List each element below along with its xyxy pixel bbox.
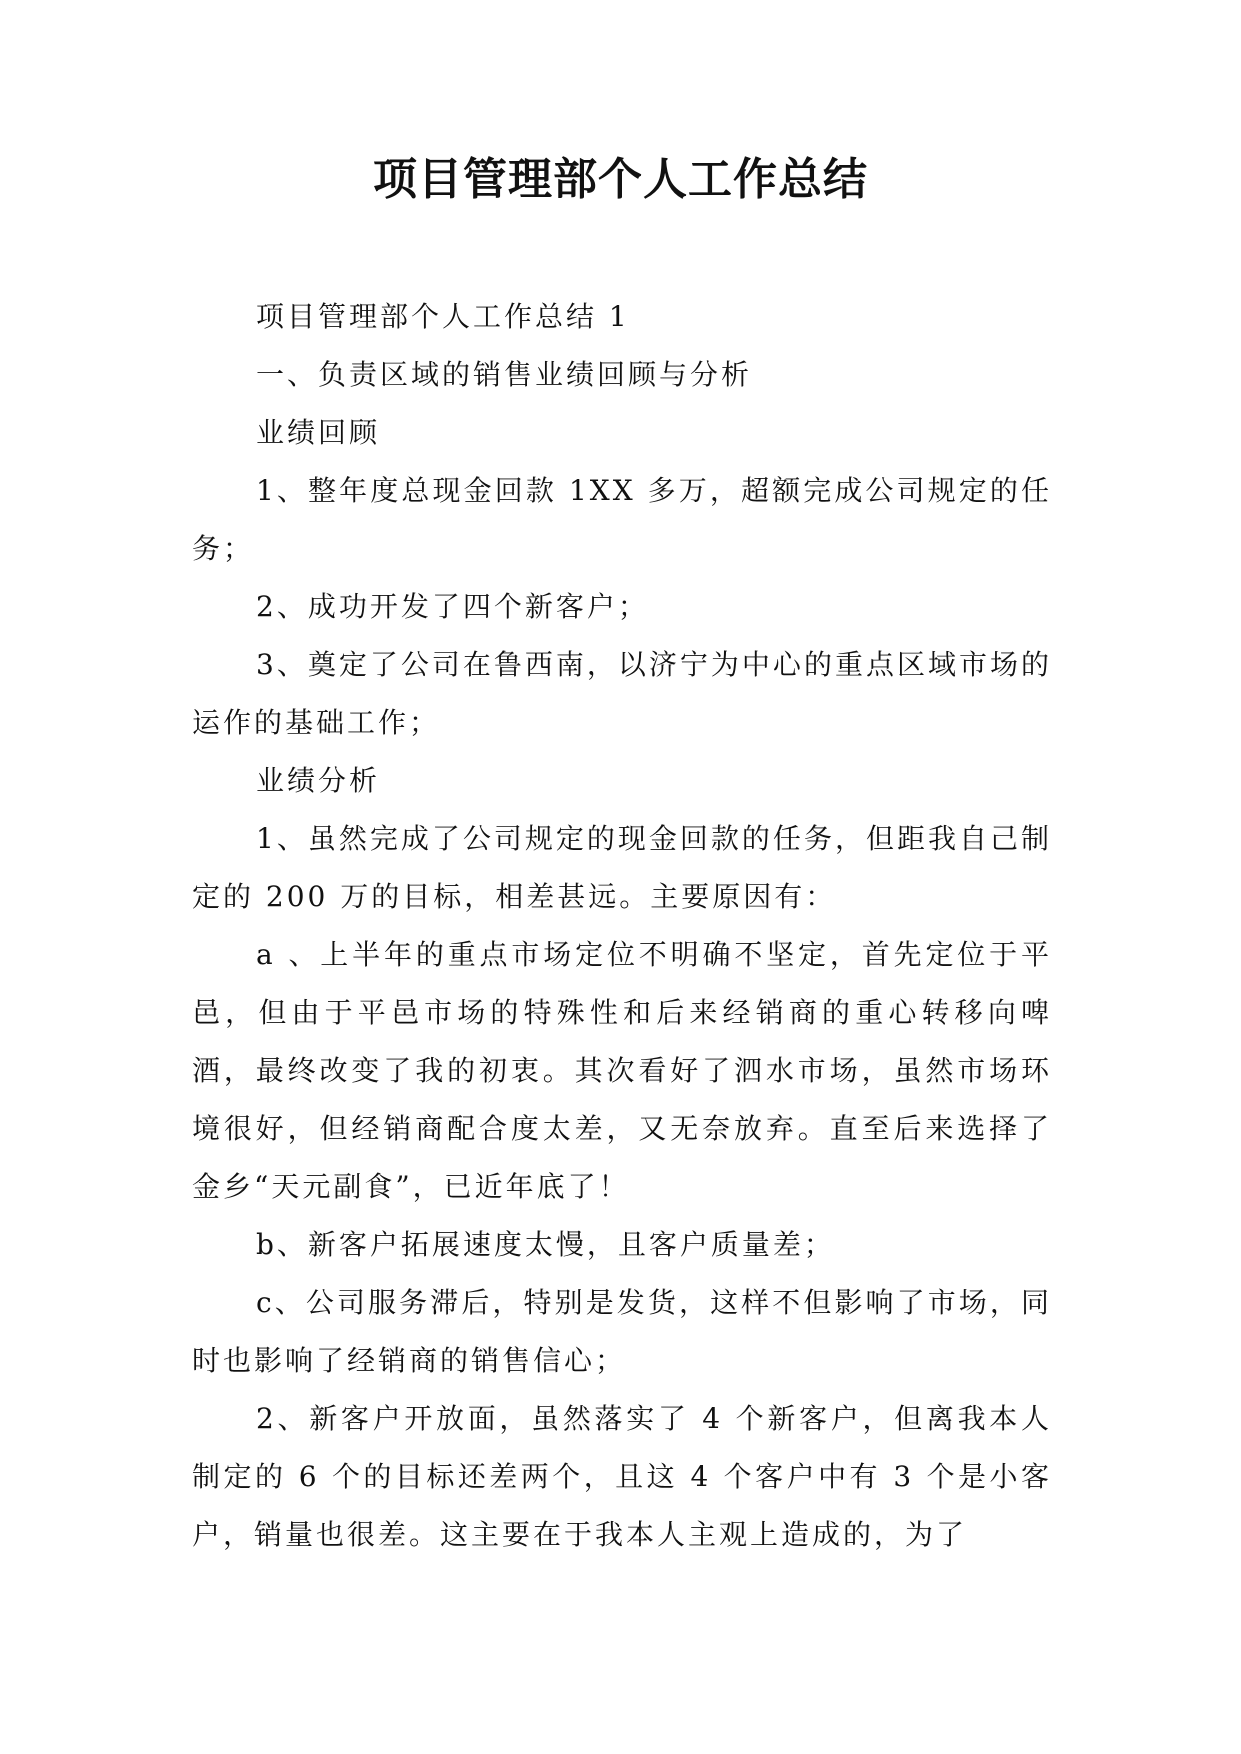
paragraph-analysis-item-b: b、新客户拓展速度太慢，且客户质量差； xyxy=(256,1228,835,1261)
paragraph-analysis-item-1: 1、虽然完成了公司规定的现金回款的任务，但距我自己制定的 200 万的目标，相差甚远。主要原因有： xyxy=(192,822,1052,913)
paragraph-analysis-item-a: a 、上半年的重点市场定位不明确不坚定，首先定位于平邑，但由于平邑市场的特殊性和后来经销商的重心转移向啤酒，最终改变了我的初衷。其次看好了泗水市场，虽然市场环境很好，但经销商配合度太差，又无奈放弃。直至后来选择了金乡“天元副食”，已近年底了！ xyxy=(192,938,1052,1203)
paragraph-section-title: 项目管理部个人工作总结 1 xyxy=(256,300,630,333)
paragraph-review-item-3: 3、奠定了公司在鲁西南，以济宁为中心的重点区域市场的运作的基础工作； xyxy=(192,648,1052,739)
document-body xyxy=(192,288,1052,1564)
paragraph-review-item-2: 2、成功开发了四个新客户； xyxy=(256,590,649,623)
paragraph-review-item-1: 1、整年度总现金回款 1XX 多万，超额完成公司规定的任务； xyxy=(192,474,1052,565)
document-title: 项目管理部个人工作总结 xyxy=(373,154,868,205)
paragraph-heading-performance-analysis: 业绩分析 xyxy=(256,764,381,797)
paragraph-analysis-item-c: c、公司服务滞后，特别是发货，这样不但影响了市场，同时也影响了经销商的销售信心； xyxy=(192,1286,1052,1377)
paragraph-analysis-item-2: 2、新客户开放面，虽然落实了 4 个新客户，但离我本人制定的 6 个的目标还差两个，且这 4 个客户中有 3 个是小客户，销量也很差。这主要在于我本人主观上造成的，为了 xyxy=(192,1402,1052,1551)
paragraph-heading-review-analysis: 一、负责区域的销售业绩回顾与分析 xyxy=(256,358,753,391)
paragraph-heading-performance-review: 业绩回顾 xyxy=(256,416,381,449)
